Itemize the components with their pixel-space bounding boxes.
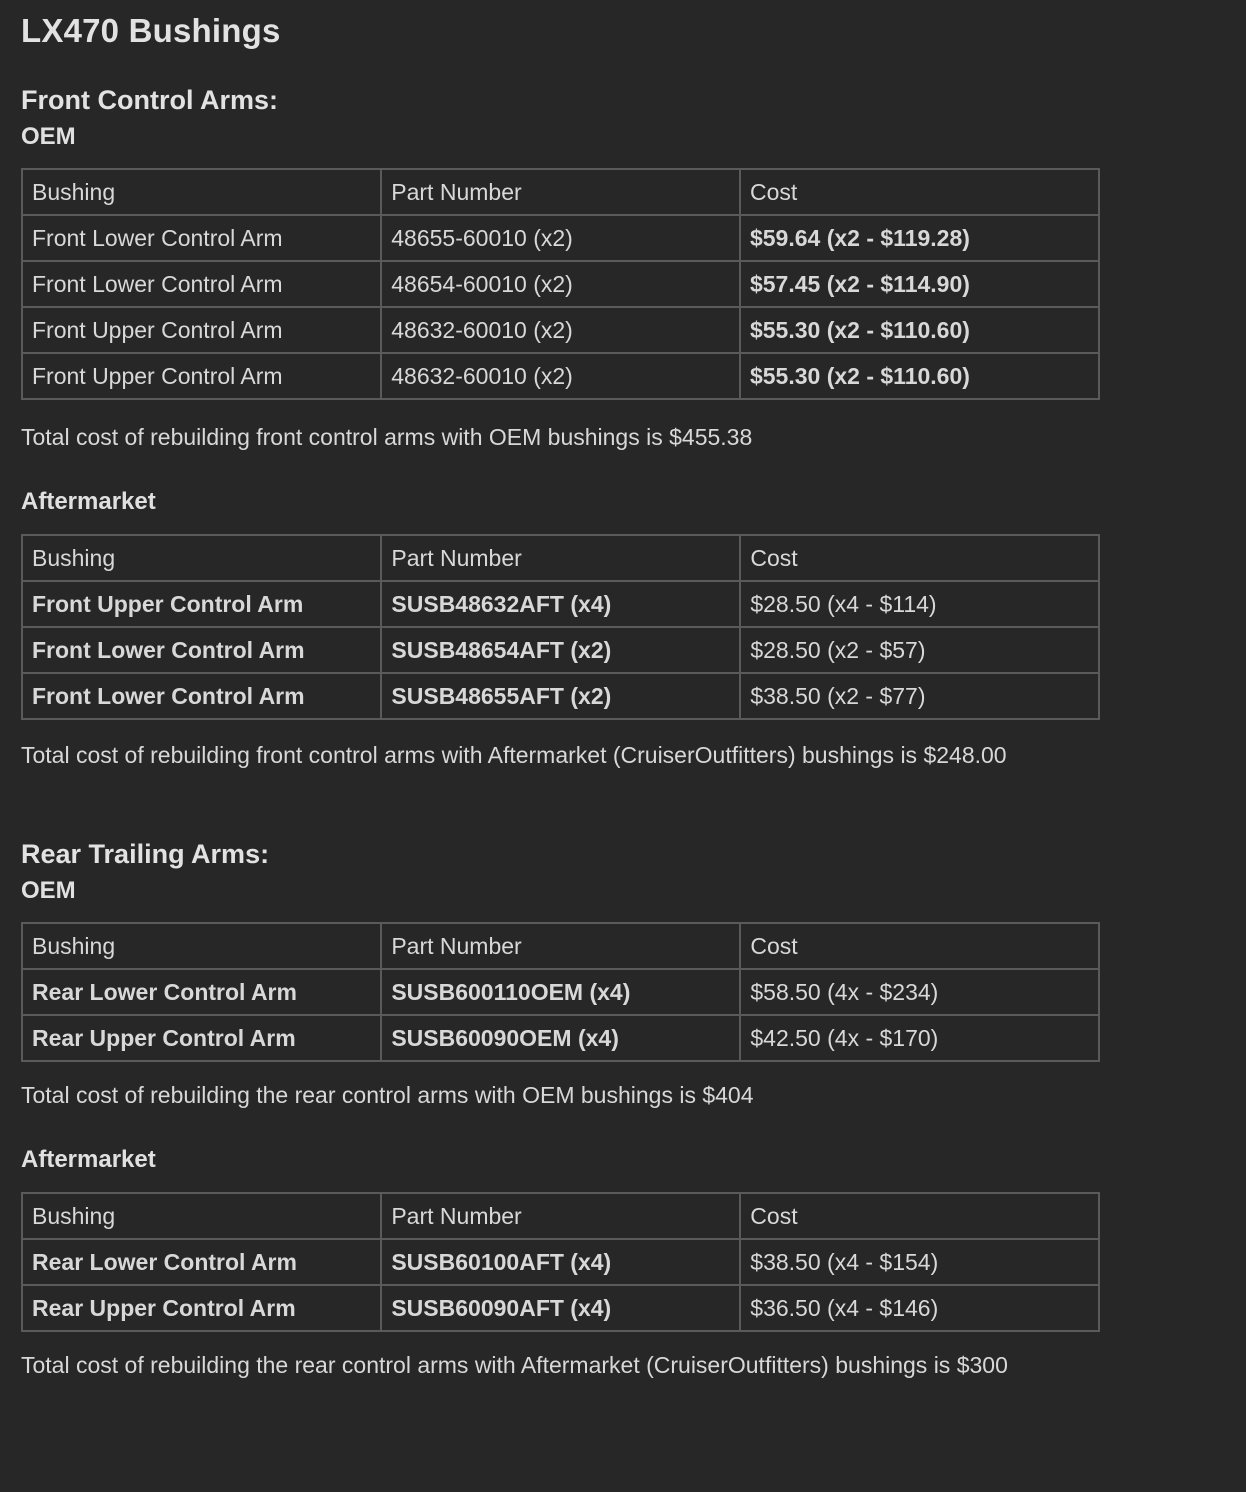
header-cost: Cost	[740, 1193, 1099, 1239]
bushing-cell: Front Upper Control Arm	[22, 353, 381, 399]
part-number-cell: 48655-60010 (x2)	[381, 215, 740, 261]
rear-oem-label: OEM	[21, 877, 76, 904]
header-part-number: Part Number	[381, 535, 740, 581]
rear-section-heading: Rear Trailing Arms:	[21, 839, 270, 869]
front-section-heading: Front Control Arms:	[21, 85, 278, 115]
table-row	[22, 673, 1099, 719]
bushing-cell: Front Upper Control Arm	[22, 581, 381, 627]
table-header-row	[22, 169, 1099, 215]
cost-cell: $38.50 (x2 - $77)	[740, 673, 1099, 719]
bushing-cell: Rear Lower Control Arm	[22, 1239, 381, 1285]
part-number-cell: 48654-60010 (x2)	[381, 261, 740, 307]
cost-cell: $55.30 (x2 - $110.60)	[740, 353, 1099, 399]
header-part-number: Part Number	[381, 923, 740, 969]
cost-cell: $59.64 (x2 - $119.28)	[740, 215, 1099, 261]
table-row	[22, 969, 1099, 1015]
table-header-row	[22, 1193, 1099, 1239]
header-bushing: Bushing	[22, 1193, 381, 1239]
table-row	[22, 1015, 1099, 1061]
rear-aftermarket-label: Aftermarket	[21, 1146, 156, 1173]
cost-cell: $58.50 (4x - $234)	[740, 969, 1099, 1015]
part-number-cell: SUSB48655AFT (x2)	[381, 673, 740, 719]
front-aftermarket-table	[21, 534, 1100, 720]
table-row	[22, 307, 1099, 353]
header-cost: Cost	[740, 535, 1099, 581]
table-row	[22, 353, 1099, 399]
part-number-cell: SUSB60090OEM (x4)	[381, 1015, 740, 1061]
header-bushing: Bushing	[22, 535, 381, 581]
part-number-cell: SUSB48654AFT (x2)	[381, 627, 740, 673]
part-number-cell: SUSB600110OEM (x4)	[381, 969, 740, 1015]
part-number-cell: SUSB60100AFT (x4)	[381, 1239, 740, 1285]
header-cost: Cost	[740, 923, 1099, 969]
front-aftermarket-label: Aftermarket	[21, 488, 156, 515]
bushing-cell: Front Upper Control Arm	[22, 307, 381, 353]
table-header-row	[22, 923, 1099, 969]
rear-oem-total: Total cost of rebuilding the rear control arms with OEM bushings is $404	[21, 1082, 754, 1108]
table-row	[22, 1239, 1099, 1285]
header-bushing: Bushing	[22, 169, 381, 215]
header-cost: Cost	[740, 169, 1099, 215]
table-header-row	[22, 535, 1099, 581]
cost-cell: $28.50 (x4 - $114)	[740, 581, 1099, 627]
page-title: LX470 Bushings	[21, 12, 281, 49]
part-number-cell: 48632-60010 (x2)	[381, 353, 740, 399]
part-number-cell: 48632-60010 (x2)	[381, 307, 740, 353]
bushing-cell: Rear Lower Control Arm	[22, 969, 381, 1015]
front-aftermarket-total: Total cost of rebuilding front control arms with Aftermarket (CruiserOutfitters) bushings is $248.00	[21, 742, 1007, 768]
part-number-cell: SUSB48632AFT (x4)	[381, 581, 740, 627]
table-row	[22, 215, 1099, 261]
front-oem-label: OEM	[21, 123, 76, 150]
rear-aftermarket-total: Total cost of rebuilding the rear control arms with Aftermarket (CruiserOutfitters) bushings is $300	[21, 1352, 1008, 1378]
cost-cell: $55.30 (x2 - $110.60)	[740, 307, 1099, 353]
header-bushing: Bushing	[22, 923, 381, 969]
cost-cell: $36.50 (x4 - $146)	[740, 1285, 1099, 1331]
bushing-cell: Front Lower Control Arm	[22, 627, 381, 673]
rear-oem-table	[21, 922, 1100, 1062]
header-part-number: Part Number	[381, 1193, 740, 1239]
front-oem-table	[21, 168, 1100, 400]
bushing-cell: Front Lower Control Arm	[22, 215, 381, 261]
cost-cell: $38.50 (x4 - $154)	[740, 1239, 1099, 1285]
table-row	[22, 261, 1099, 307]
rear-aftermarket-table	[21, 1192, 1100, 1332]
bushing-cell: Front Lower Control Arm	[22, 261, 381, 307]
table-row	[22, 627, 1099, 673]
cost-cell: $42.50 (4x - $170)	[740, 1015, 1099, 1061]
table-row	[22, 1285, 1099, 1331]
part-number-cell: SUSB60090AFT (x4)	[381, 1285, 740, 1331]
bushing-cell: Front Lower Control Arm	[22, 673, 381, 719]
front-oem-total: Total cost of rebuilding front control arms with OEM bushings is $455.38	[21, 424, 753, 450]
table-row	[22, 581, 1099, 627]
cost-cell: $57.45 (x2 - $114.90)	[740, 261, 1099, 307]
bushing-cell: Rear Upper Control Arm	[22, 1015, 381, 1061]
header-part-number: Part Number	[381, 169, 740, 215]
cost-cell: $28.50 (x2 - $57)	[740, 627, 1099, 673]
bushing-cell: Rear Upper Control Arm	[22, 1285, 381, 1331]
